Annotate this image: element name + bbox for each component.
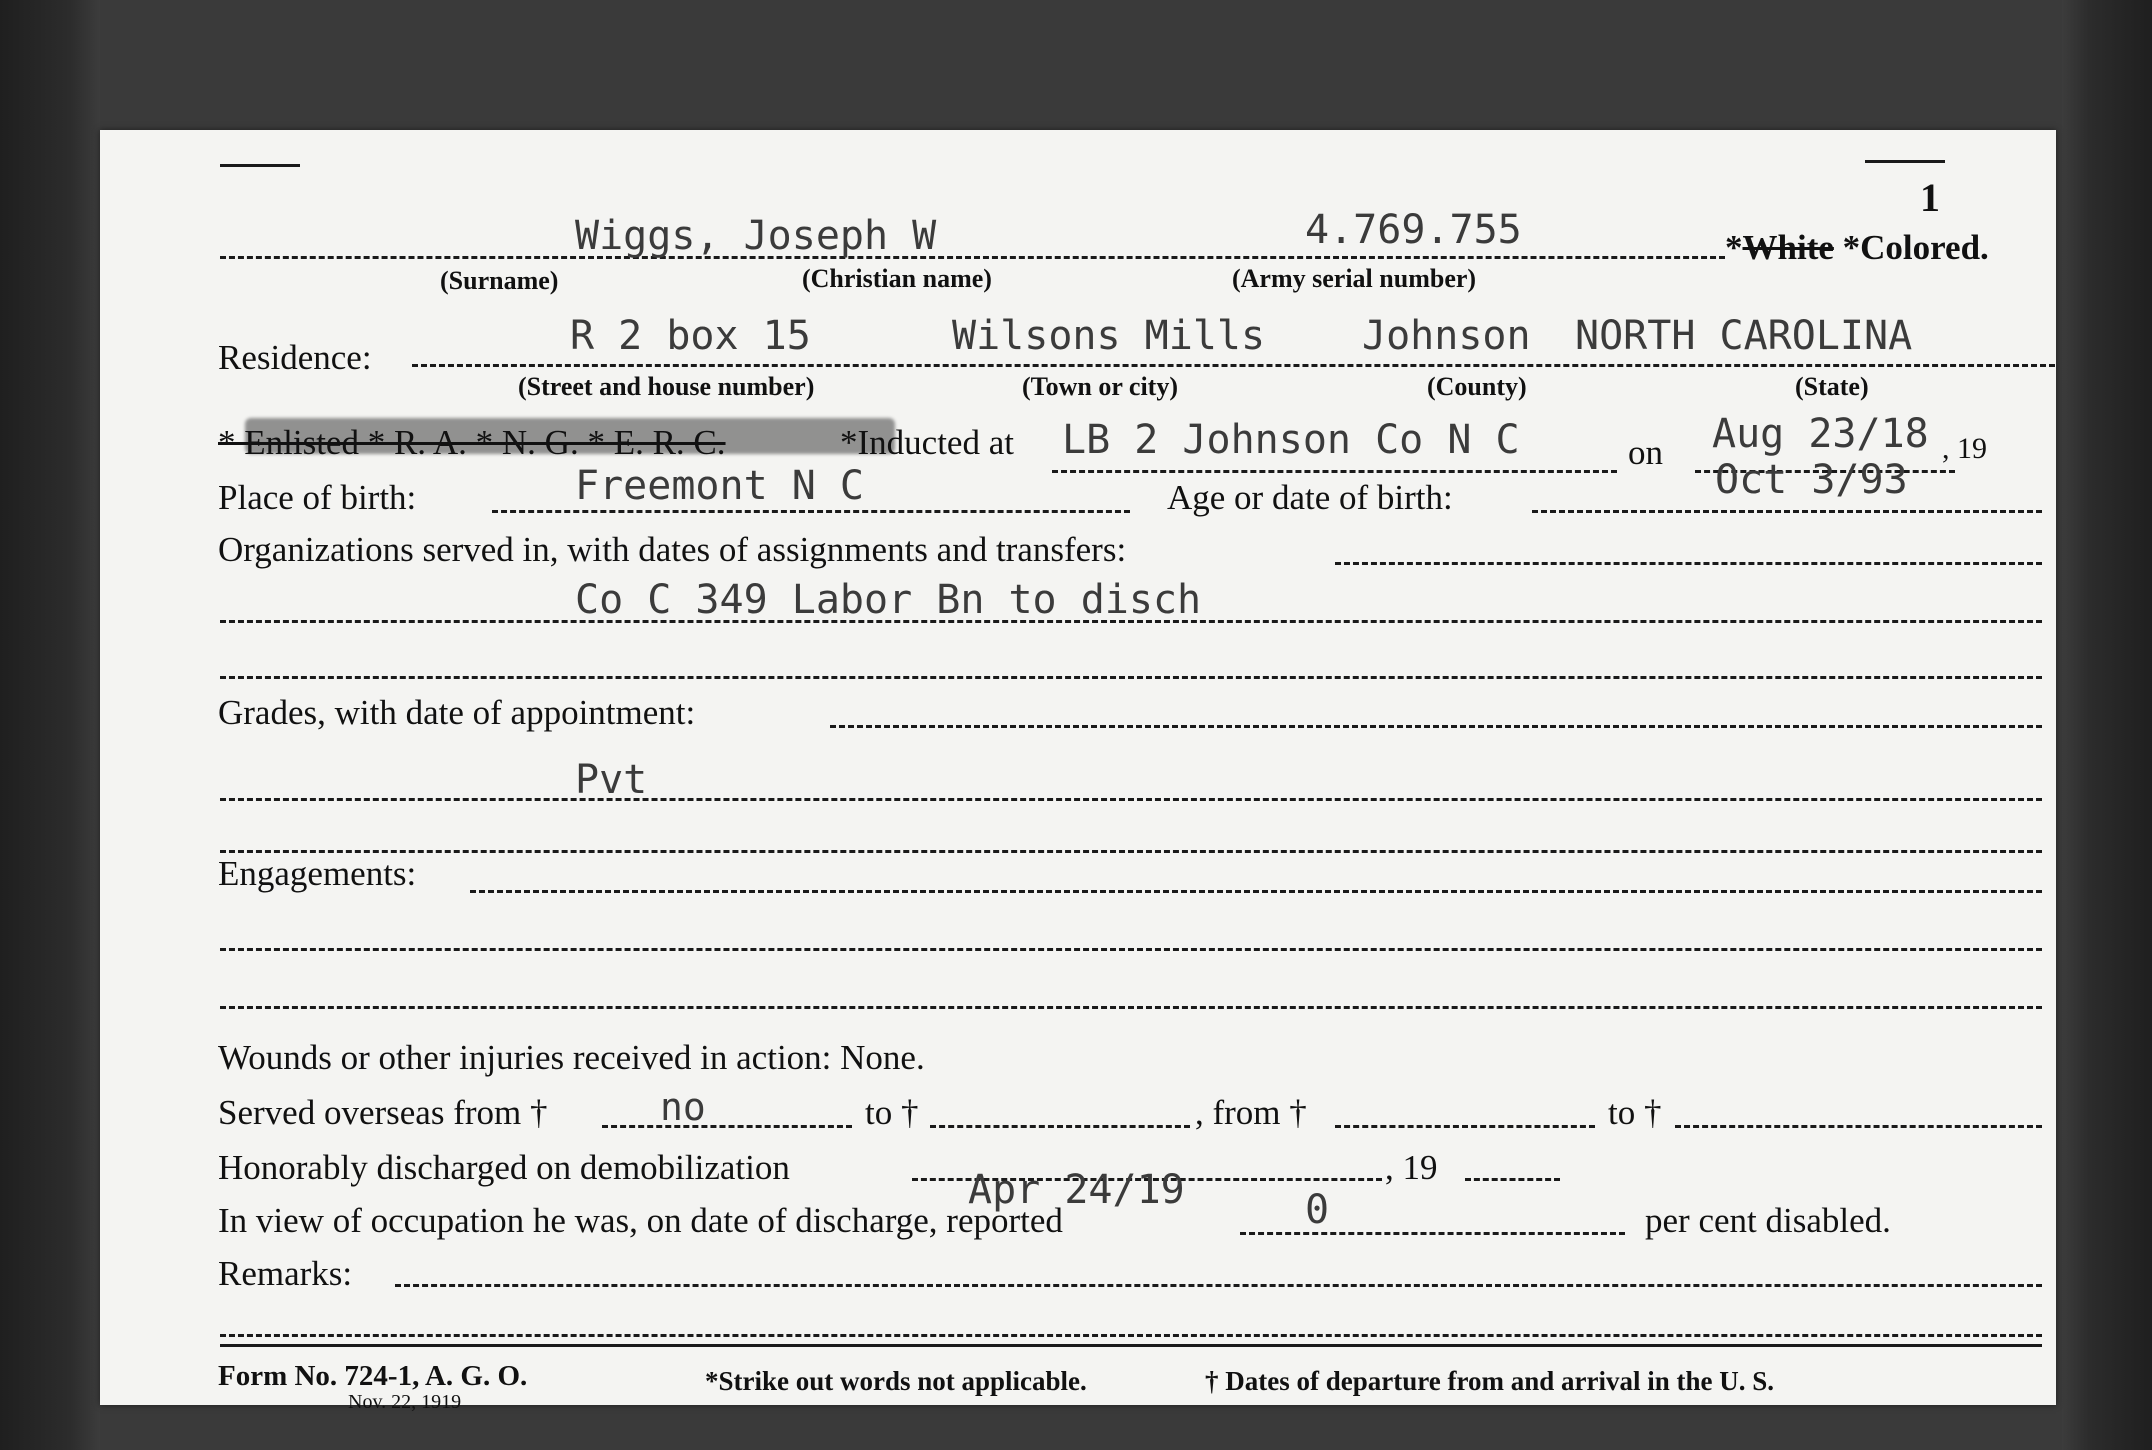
place-of-birth-label: Place of birth: xyxy=(218,478,417,517)
name-line xyxy=(220,256,1725,259)
year-prefix: , 19 xyxy=(1942,432,1987,465)
overseas-from2-label: , from † xyxy=(1195,1093,1307,1132)
remarks-label: Remarks: xyxy=(218,1254,353,1293)
christian-name-caption: (Christian name) xyxy=(802,264,992,293)
street-caption: (Street and house number) xyxy=(518,372,815,401)
overseas-to2-line xyxy=(1675,1125,2042,1128)
inducted-date-value: Aug 23/18 xyxy=(1712,411,1929,457)
race-colored: Colored. xyxy=(1860,228,1989,267)
discharge-year-label: , 19 xyxy=(1385,1148,1438,1187)
race-star-white: * xyxy=(1725,228,1743,267)
disability-value: 0 xyxy=(1305,1187,1330,1233)
enlistment-options: * Enlisted * R. A. * N. G. * E. R. C. xyxy=(218,423,726,462)
inducted-line xyxy=(1052,470,1617,473)
card-number: 1 xyxy=(1920,175,1940,220)
grades-line-3 xyxy=(220,850,2042,853)
residence-line xyxy=(412,364,2055,367)
inducted-label: *Inducted at xyxy=(840,423,1014,462)
footer-rule xyxy=(220,1344,2042,1347)
grades-label: Grades, with date of appointment: xyxy=(218,693,696,732)
discharge-value: Apr 24/19 xyxy=(968,1167,1185,1213)
place-of-birth-line xyxy=(492,510,1130,513)
top-right-rule xyxy=(1865,160,1945,163)
engagements-label: Engagements: xyxy=(218,854,417,893)
name-value: Wiggs, Joseph W xyxy=(575,213,937,259)
engagements-line-3 xyxy=(220,1006,2042,1009)
age-label: Age or date of birth: xyxy=(1167,478,1453,517)
age-line xyxy=(1532,510,2042,513)
discharge-label: Honorably discharged on demobilization xyxy=(218,1148,790,1187)
scan-frame-left xyxy=(0,0,100,1450)
serial-caption: (Army serial number) xyxy=(1232,264,1477,293)
form-number: Form No. 724-1, A. G. O. xyxy=(218,1360,528,1392)
grades-line-1 xyxy=(830,725,2042,728)
residence-state: NORTH CAROLINA xyxy=(1575,313,1913,359)
race-field xyxy=(1725,230,1989,265)
organizations-line-3 xyxy=(220,676,2042,679)
scan-frame-right xyxy=(2062,0,2152,1450)
strike-note: *Strike out words not applicable. xyxy=(705,1366,1087,1396)
serial-value: 4.769.755 xyxy=(1305,207,1522,253)
dagger-note: † Dates of departure from and arrival in the U. S. xyxy=(1205,1366,1774,1396)
organizations-value: Co C 349 Labor Bn to disch xyxy=(575,577,1202,623)
disability-suffix: per cent disabled. xyxy=(1645,1201,1891,1240)
overseas-to-line xyxy=(930,1125,1190,1128)
remarks-line-1 xyxy=(395,1284,2042,1287)
wounds-text: Wounds or other injuries received in action: None. xyxy=(218,1038,925,1077)
service-record-card xyxy=(100,130,2056,1413)
organizations-line-2 xyxy=(220,620,2042,623)
discharge-year-line xyxy=(1465,1178,1560,1181)
organizations-label: Organizations served in, with dates of assignments and transfers: xyxy=(218,530,1127,569)
surname-caption: (Surname) xyxy=(440,266,559,295)
grades-value: Pvt xyxy=(575,757,648,803)
overseas-from-value: no xyxy=(660,1085,706,1129)
form-date: Nov. 22, 1919 xyxy=(348,1391,462,1413)
residence-label: Residence: xyxy=(218,338,372,377)
place-of-birth-value: Freemont N C xyxy=(575,463,864,509)
engagements-line-1 xyxy=(470,890,2042,893)
residence-town: Wilsons Mills xyxy=(952,313,1266,359)
race-star-colored: * xyxy=(1842,228,1861,267)
overseas-to-label: to † xyxy=(865,1093,919,1132)
overseas-from-label: Served overseas from † xyxy=(218,1093,548,1132)
birth-date-value: Oct 3/93 xyxy=(1715,457,1908,503)
disability-label: In view of occupation he was, on date of discharge, reported xyxy=(218,1201,1063,1240)
organizations-line-1 xyxy=(1335,562,2042,565)
town-caption: (Town or city) xyxy=(1022,372,1178,401)
residence-county: Johnson xyxy=(1362,313,1531,359)
overseas-from-line xyxy=(602,1125,852,1128)
race-white: White xyxy=(1742,228,1834,267)
grades-line-2 xyxy=(220,798,2042,801)
top-left-rule xyxy=(220,164,300,167)
county-caption: (County) xyxy=(1427,372,1527,401)
remarks-line-2 xyxy=(220,1334,2042,1337)
on-label: on xyxy=(1628,433,1663,472)
disability-line xyxy=(1240,1232,1625,1235)
inducted-at-value: LB 2 Johnson Co N C xyxy=(1062,417,1520,463)
state-caption: (State) xyxy=(1795,372,1869,401)
overseas-to2-label: to † xyxy=(1608,1093,1662,1132)
residence-street: R 2 box 15 xyxy=(570,313,811,359)
engagements-line-2 xyxy=(220,948,2042,951)
overseas-from2-line xyxy=(1335,1125,1595,1128)
